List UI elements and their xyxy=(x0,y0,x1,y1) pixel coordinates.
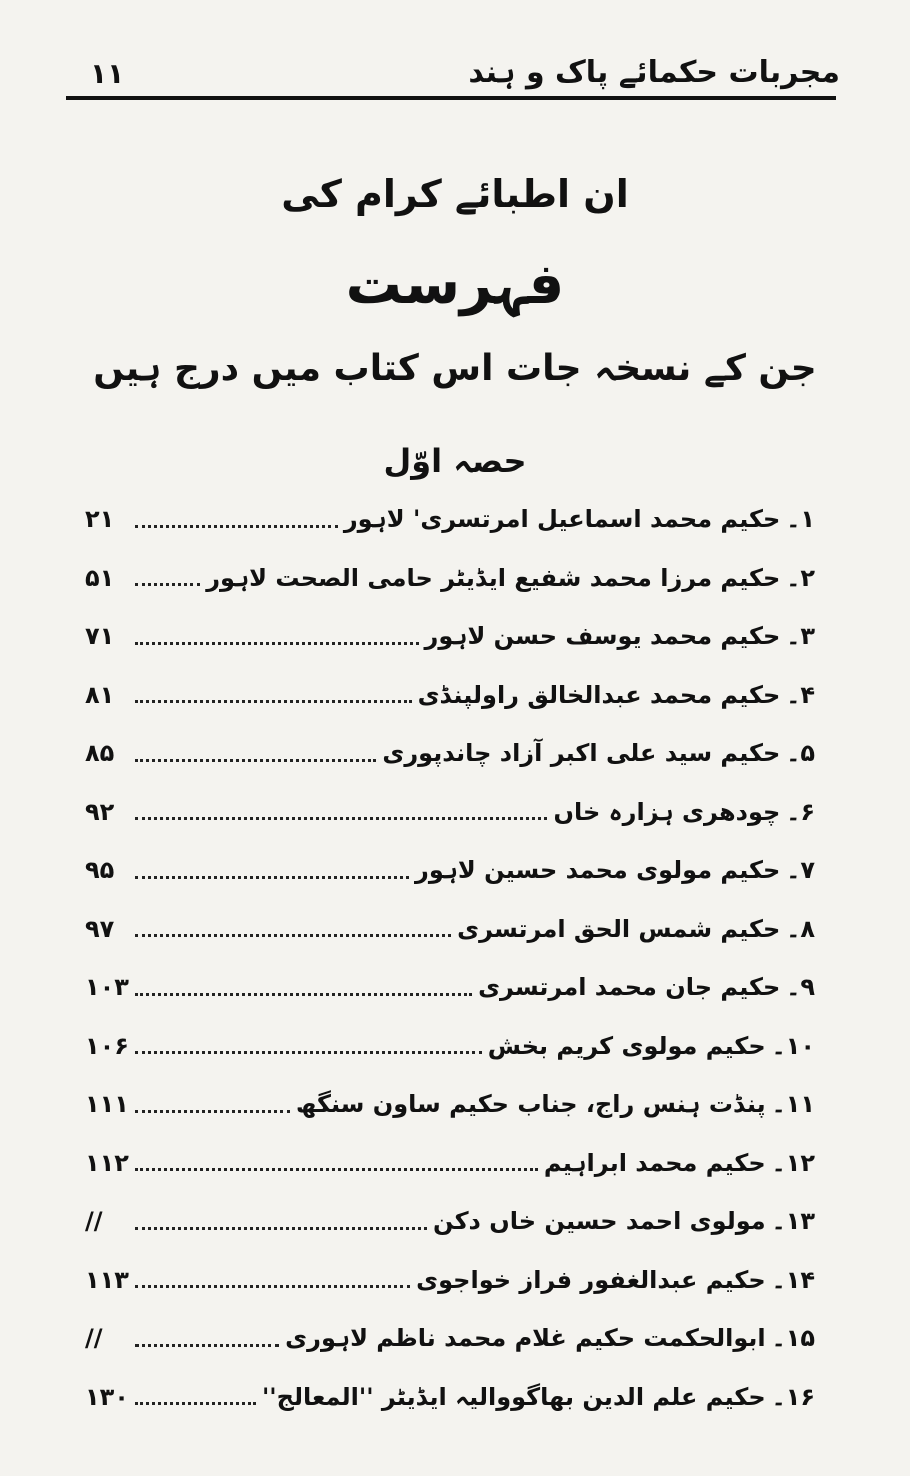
toc-entry-page: ۱۳۰ xyxy=(85,1382,129,1411)
toc-entry-name: پنڈت ہنس راج، جناب حکیم ساون سنگھ xyxy=(295,1090,766,1119)
toc-entry xyxy=(85,1192,815,1251)
toc-entry-page: ۱۰۶ xyxy=(85,1031,129,1060)
toc-entry xyxy=(85,1017,815,1076)
toc-entry-page: ۲۱ xyxy=(85,505,115,534)
toc-entry xyxy=(85,1309,815,1368)
toc-entry-number: ۶۔ xyxy=(786,797,815,826)
toc-entry-number: ۹۔ xyxy=(786,973,815,1002)
dot-leader xyxy=(135,993,472,996)
toc-entry-number: ۱۴۔ xyxy=(771,1265,815,1294)
dot-leader xyxy=(135,934,451,937)
toc-entry xyxy=(85,1251,815,1310)
dot-leader xyxy=(135,1285,410,1288)
toc-entry-name: حکیم محمد یوسف حسن لاہور xyxy=(424,622,781,651)
toc-entry xyxy=(85,841,815,900)
toc-entry-number: ۱۲۔ xyxy=(771,1148,815,1177)
dot-leader xyxy=(135,759,376,762)
toc-entry-number: ۷۔ xyxy=(786,856,815,885)
dot-leader xyxy=(135,1051,482,1054)
dot-leader xyxy=(135,642,419,645)
toc-entry-name: حکیم محمد عبدالخالق راولپنڈی xyxy=(417,680,781,709)
dot-leader xyxy=(135,1168,538,1171)
toc-entry-number: ۱۵۔ xyxy=(771,1324,815,1353)
toc-entry-page: ۷۱ xyxy=(85,622,115,651)
toc-entry-number: ۱۳۔ xyxy=(771,1207,815,1236)
running-header xyxy=(60,55,840,99)
toc-entry-name: حکیم جان محمد امرتسری xyxy=(478,973,781,1002)
toc-entry-page: ۱۱۳ xyxy=(85,1265,129,1294)
toc-entry xyxy=(85,1134,815,1193)
dot-leader xyxy=(135,583,200,586)
toc-entry-number: ۱۶۔ xyxy=(771,1382,815,1411)
toc-entry-page: ۹۲ xyxy=(85,797,115,826)
section-title: حصہ اوّل xyxy=(383,442,527,480)
toc-entry xyxy=(85,666,815,725)
toc-entry xyxy=(85,900,815,959)
toc-entry-name: ابوالحکمت حکیم غلام محمد ناظم لاہوری xyxy=(285,1324,766,1353)
toc-entry-page: // xyxy=(85,1207,103,1236)
dot-leader xyxy=(135,1110,290,1113)
toc-entry-number: ۱۔ xyxy=(786,505,815,534)
toc-entry-number: ۸۔ xyxy=(786,914,815,943)
toc-entry xyxy=(85,1075,815,1134)
toc-entry-name: مولوی احمد حسین خاں دکن xyxy=(433,1207,766,1236)
toc-entry-page: // xyxy=(85,1324,103,1353)
toc-entry-name: حکیم شمس الحق امرتسری xyxy=(457,914,781,943)
heading-main-title: فہرست xyxy=(345,252,565,317)
toc-entry-page: ۹۵ xyxy=(85,856,115,885)
toc-entry-page: ۸۵ xyxy=(85,739,115,768)
toc-entry-name: حکیم محمد اسماعیل امرتسری' لاہور xyxy=(343,505,781,534)
toc-entry-number: ۱۰۔ xyxy=(771,1031,815,1060)
toc-entry-name: حکیم مولوی محمد حسین لاہور xyxy=(415,856,781,885)
dot-leader xyxy=(135,700,412,703)
toc-entry-number: ۳۔ xyxy=(786,622,815,651)
toc-entry-name: حکیم مولوی کریم بخش xyxy=(487,1031,766,1060)
toc-entry-number: ۵۔ xyxy=(786,739,815,768)
heading-subtitle: جن کے نسخہ جات اس کتاب میں درج ہیں xyxy=(93,348,817,389)
toc-entry-name: حکیم سید علی اکبر آزاد چاندپوری xyxy=(382,739,781,768)
dot-leader xyxy=(135,1344,279,1347)
dot-leader xyxy=(135,817,547,820)
heading-line-1: ان اطبائے کرام کی xyxy=(281,172,629,216)
toc-entry xyxy=(85,607,815,666)
toc-entry-page: ۹۷ xyxy=(85,914,115,943)
dot-leader xyxy=(135,1402,256,1405)
running-header-title: مجربات حکمائے پاک و ہند xyxy=(468,55,840,90)
toc-entry-page: ۱۰۳ xyxy=(85,973,129,1002)
toc-entry-number: ۲۔ xyxy=(786,563,815,592)
toc-entry-name: حکیم مرزا محمد شفیع ایڈیٹر حامی الصحت لاہور xyxy=(206,563,781,592)
toc-entry xyxy=(85,490,815,549)
toc-entry xyxy=(85,783,815,842)
toc-entry-name: حکیم علم الدین بھاگووالیہ ایڈیٹر ''المعالج'' xyxy=(261,1382,766,1411)
toc-entry-name: حکیم عبدالغفور فراز خواجوی xyxy=(416,1265,766,1294)
toc-entry xyxy=(85,958,815,1017)
header-rule xyxy=(66,96,836,100)
toc-entry-page: ۱۱۱ xyxy=(85,1090,129,1119)
toc-entry-number: ۱۱۔ xyxy=(771,1090,815,1119)
dot-leader xyxy=(135,1227,427,1230)
toc-entry-page: ۵۱ xyxy=(85,563,115,592)
toc-entry-page: ۸۱ xyxy=(85,680,115,709)
table-of-contents xyxy=(85,490,815,1426)
dot-leader xyxy=(135,876,409,879)
toc-entry xyxy=(85,1368,815,1427)
toc-entry xyxy=(85,724,815,783)
toc-entry xyxy=(85,549,815,608)
toc-entry-number: ۴۔ xyxy=(786,680,815,709)
page-number: ۱۱ xyxy=(90,57,125,90)
toc-entry-page: ۱۱۲ xyxy=(85,1148,129,1177)
toc-entry-name: حکیم محمد ابراہیم xyxy=(543,1148,766,1177)
dot-leader xyxy=(135,525,338,528)
toc-entry-name: چودھری ہزارہ خاں xyxy=(553,797,781,826)
